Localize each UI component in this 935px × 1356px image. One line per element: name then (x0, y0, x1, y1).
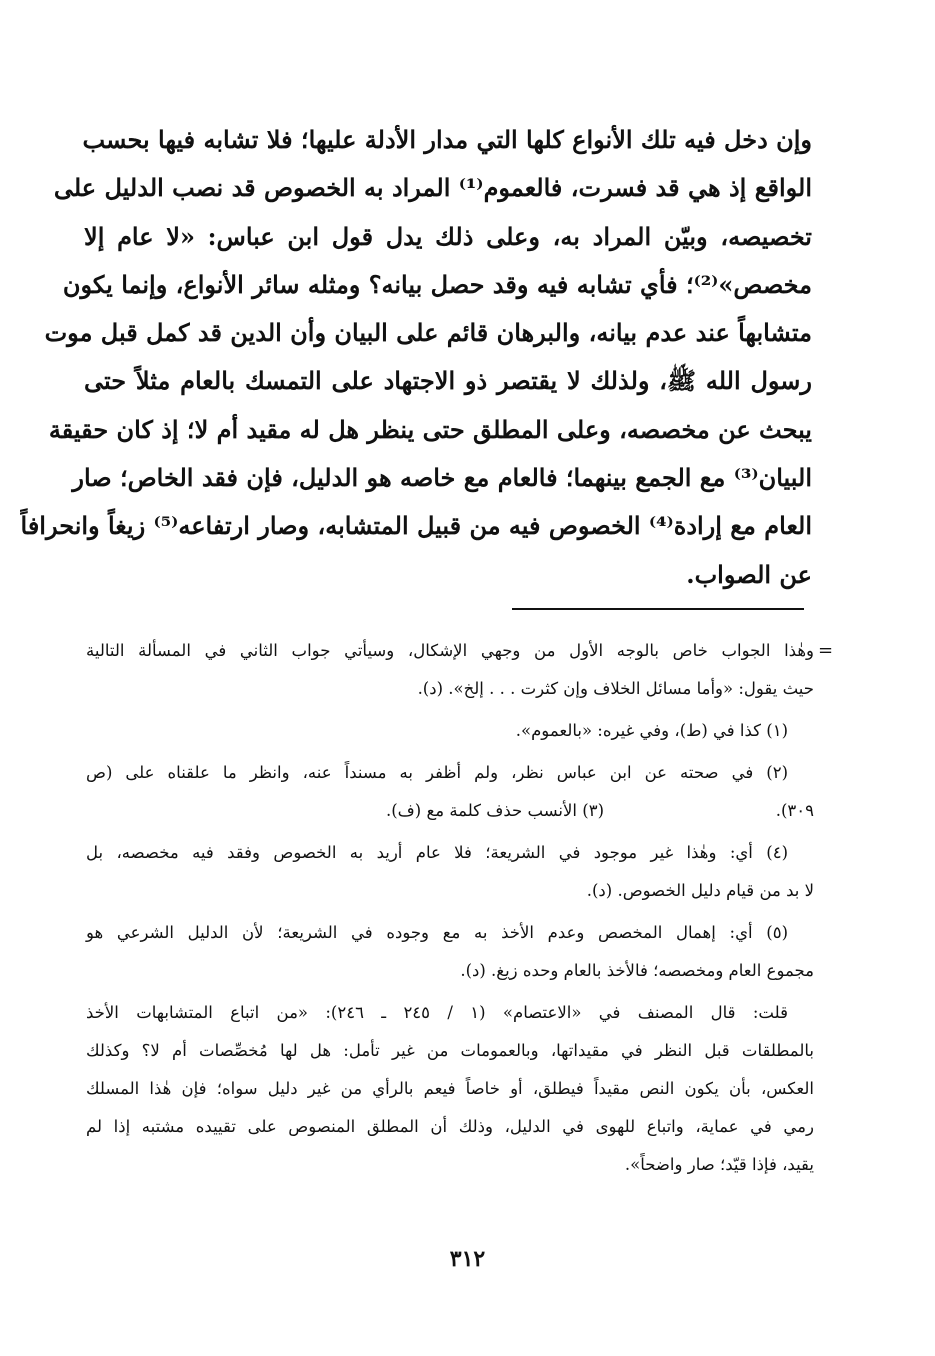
main-text-block (20, 116, 812, 599)
main-text-line: العام مع إرادة⁽⁴⁾ الخصوص فيه من قبيل المتشابه، وصار ارتفاعه⁽⁵⁾ زيغاً وانحرافاً (20, 511, 812, 541)
footnote-5: (٥) أي: إهمال المخصص وعدم الأخذ به مع وجوده في الشريعة؛ لأن الدليل الشرعي هو (86, 923, 788, 942)
footnote-5-line: مجموع العام ومخصصه؛ فالأخذ بالعام وحده زيغ. (د). (460, 961, 814, 980)
footnote-2: (٢) في صحته عن ابن عباس نظر، ولم أظفر به مسنداً عنه، وانظر ما علقناه على (ص (86, 763, 788, 782)
main-text-line: يبحث عن مخصصه، وعلى المطلق حتى ينظر هل له مقيد أم لا؛ إذ كان حقيقة (48, 414, 812, 444)
main-text-line: رسول الله ﷺ، ولذلك لا يقتصر ذو الاجتهاد على التمسك بالعام مثلاً حتى (84, 366, 812, 396)
footnote-4-line: لا بد من قيام دليل الخصوص. (د). (586, 881, 814, 900)
footnote-continued-line: حيث يقول: «وأما مسائل الخلاف وإن كثرت . . . إلخ». (د). (417, 679, 814, 698)
footnote-2-end: ٣٠٩). (775, 801, 814, 820)
footnote-3: (٣) الأنسب حذف كلمة مع (ف). (386, 801, 604, 820)
page-number: ٣١٢ (449, 1246, 486, 1272)
main-text-line: تخصيصه، وبيّن المراد به، وعلى ذلك يدل قول ابن عباس: «لا عام إلا (84, 221, 812, 251)
main-text-line: وإن دخل فيه تلك الأنواع كلها التي مدار الأدلة عليها؛ فلا تشابه فيها بحسب (82, 125, 812, 154)
editor-note-line: يقيد، فإذا قيّد؛ صار واضحاً». (624, 1155, 814, 1174)
main-text-line: مخصص»⁽²⁾؛ فأي تشابه فيه وقد حصل بيانه؟ ومثله سائر الأنواع، وإنما يكون (62, 269, 812, 299)
main-text-line: عن الصواب. (686, 559, 812, 589)
footnote-4: (٤) أي: وهٰذا غير موجود في الشريعة؛ فلا عام أريد به الخصوص وفقد فيه مخصصه، بل (86, 843, 788, 862)
editor-note-line: بالمطلقات قبل النظر في مقيداتها، وبالعمومات من غير تأمل: هل لها مُخصِّصات أم لا؟ وكذلك (86, 1041, 814, 1060)
footnote-2-3-line (86, 792, 814, 830)
footnote-separator (512, 608, 804, 610)
continuation-mark: = (818, 640, 834, 661)
footnote-1: (١) كذا في (ط)، وفي غيره: «بالعموم». (515, 721, 788, 740)
editor-note: قلت: قال المصنف في «الاعتصام» (١ / ٢٤٥ ـ ٢٤٦): «من اتباع المتشابهات الأخذ (86, 1003, 788, 1022)
footnote-continued-line: وهٰذا الجواب خاص بالوجه الأول من وجهي الإشكال، وسيأتي جواب الثاني في المسألة التالية (86, 641, 814, 660)
main-text-line: متشابهاً عند عدم بيانه، والبرهان قائم على البيان وأن الدين قد كمل قبل موت (44, 318, 812, 348)
main-text-line: البيان⁽³⁾ مع الجمع بينهما؛ فالعام مع خاصه هو الدليل، فإن فقد الخاص؛ صار (72, 463, 812, 493)
editor-note-line: العكس، بأن يكون النص مقيداً فيطلق، أو خاصاً فيعم بالرأي من غير دليل سواه؛ فإن هٰذا المسلك (86, 1079, 814, 1098)
footnotes (86, 632, 814, 1184)
main-text-line: الواقع إذ هي قد فسرت، فالعموم⁽¹⁾ المراد به الخصوص قد نصب الدليل على (53, 173, 812, 203)
editor-note-line: رمي في عماية، واتباع للهوى في الدليل، وذلك أن المطلق المنصوص على تقييده مشتبه إذا لم (86, 1117, 814, 1136)
